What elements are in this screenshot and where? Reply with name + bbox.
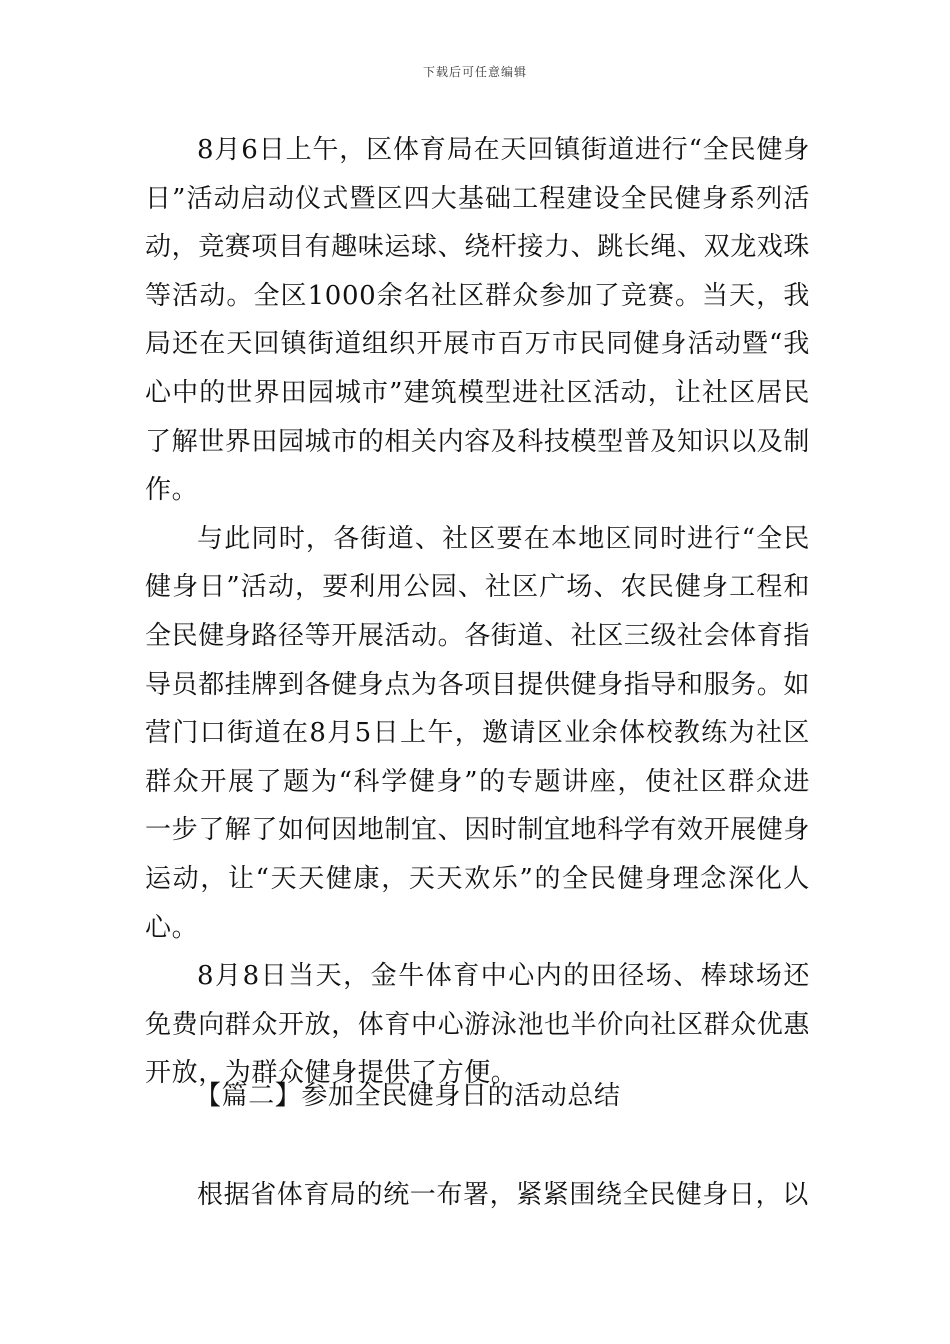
paragraph-3: 8月8日当天，金牛体育中心内的田径场、棒球场还免费向群众开放，体育中心游泳池也半价向社区群众优惠开放，为群众健身提供了方便。 <box>145 961 811 1089</box>
page-header-note: 下载后可任意编辑 <box>422 65 527 79</box>
section-heading: 【篇二】参加全民健身日的活动总结 <box>195 1081 621 1111</box>
document-body <box>145 126 810 1098</box>
section-body <box>145 1171 810 1220</box>
paragraph-1: 8月6日上午，区体育局在天回镇街道进行“全民健身日”活动启动仪式暨区四大基础工程建设全民健身系列活动，竞赛项目有趣味运球、绕杆接力、跳长绳、双龙戏珠等活动。全区1000余名社区群众参加了竞赛。当天，我局还在天回镇街道组织开展市百万市民同健身活动暨“我心中的世界田园城市”建筑模型进社区活动，让社区居民了解世界田园城市的相关内容及科技模型普及知识以及制作。 <box>145 135 811 506</box>
paragraph-2: 与此同时，各街道、社区要在本地区同时进行“全民健身日”活动，要利用公园、社区广场、农民健身工程和全民健身路径等开展活动。各街道、社区三级社会体育指导员都挂牌到各健身点为各项目提供健身指导和服务。如营门口街道在8月5日上午，邀请区业余体校教练为社区群众开展了题为“科学健身”的专题讲座，使社区群众进一步了解了如何因地制宜、因时制宜地科学有效开展健身运动，让“天天健康，天天欢乐”的全民健身理念深化人心。 <box>145 523 811 943</box>
section-paragraph-1: 根据省体育局的统一布署，紧紧围绕全民健身日，以 <box>197 1180 809 1210</box>
